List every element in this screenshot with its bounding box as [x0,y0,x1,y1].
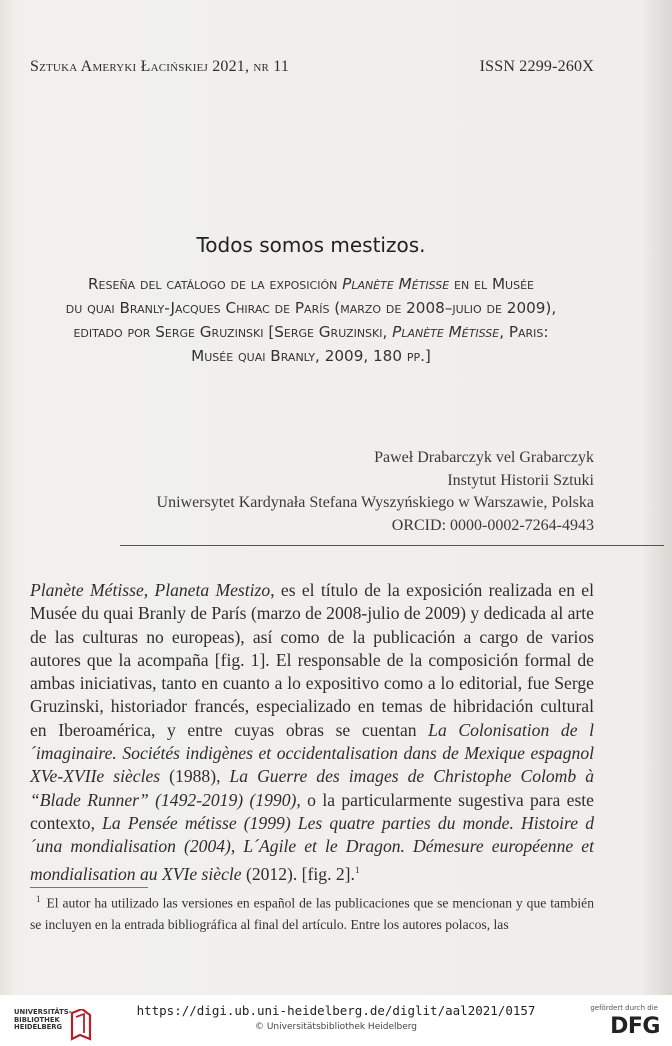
library-name: UNIVERSITÄTS- BIBLIOTHEK HEIDELBERG [14,1008,72,1031]
author-university: Uniwersytet Kardynała Stefana Wyszyńskiego w Warszawie, Polska [156,494,594,511]
permalink-url[interactable]: https://digi.ub.uni-heidelberg.de/diglit/aal2021/0157 [136,1003,536,1018]
separator-rule [120,545,664,546]
dfg-logo[interactable]: DFG [610,1014,660,1039]
footer-bar [0,995,672,1046]
article-title: Todos somos mestizos. [196,233,426,257]
footnote-number: 1 [36,894,41,904]
author-institute: Instytut Historii Sztuki [447,471,594,489]
issn: ISSN 2299-260X [479,58,594,75]
copyright: © Universitätsbibliothek Heidelberg [254,1022,417,1032]
funded-by-label: gefördert durch die [590,1004,658,1012]
footnote-reference[interactable]: 1 [354,864,360,875]
author-orcid: ORCID: 0000-0002-7264-4943 [391,516,594,534]
footnote-rule [30,887,148,888]
footnote: $^1$ El autor ha utilizado las versiones en español de las publicaciones que se mencionan y que también se incluyen en la entrada bibliográfica al final del artículo. Entre los autores polacos, las [30,894,594,932]
author-name: Paweł Drabarczyk vel Grabarczyk [374,449,594,466]
author-block [157,447,594,537]
article-subtitle: Reseña del catálogo de la exposición Planète Métisse en el Musée du quai Branly-Jacques Chirac de París (marzo de 2008–julio de 2009), editado por Serge Gruzinski [Serge Gruzinski, Planète Métisse, Paris: Musée quai Branly, 2009, 180 pp.] [65,275,557,365]
body-paragraph: Planète Métisse, Planeta Mestizo, es el título de la exposición realizada en el Musée du quai Branly de París (marzo de 2008-julio de 2009) y dedicada al arte de las culturas no europeas), así como de la publicación a cargo de varios autores que la acompaña [fig. 1]. El responsable de la composición formal de ambas iniciativas, tanto en cuanto a lo expositivo como a lo editorial, fue Serge Gruzinski, historiador francés, especializado en temas de hibridación cultural en Iberoamérica, y entre cuyas obras se cuentan La Colonisation de l´imaginaire. Sociétés indigènes et occidentalisation dans de Mexique espagnol XVe-XVIIe siècles (1988), La Guerre des images de Christophe Colomb à “Blade Runner” (1492-2019) (1990), o la particularmente sugestiva para este contexto, La Pensée métisse (1999) Les quatre parties du monde. Histoire d´una mondialisation (2004), L´Agile et le Dragon. Démesure européenne et mondialisation au XVIe siècle (2012). [fig. 2].$^1$ [30,580,594,884]
journal-header: Sztuka Ameryki Łacińskiej 2021, nr 11 [30,58,290,75]
